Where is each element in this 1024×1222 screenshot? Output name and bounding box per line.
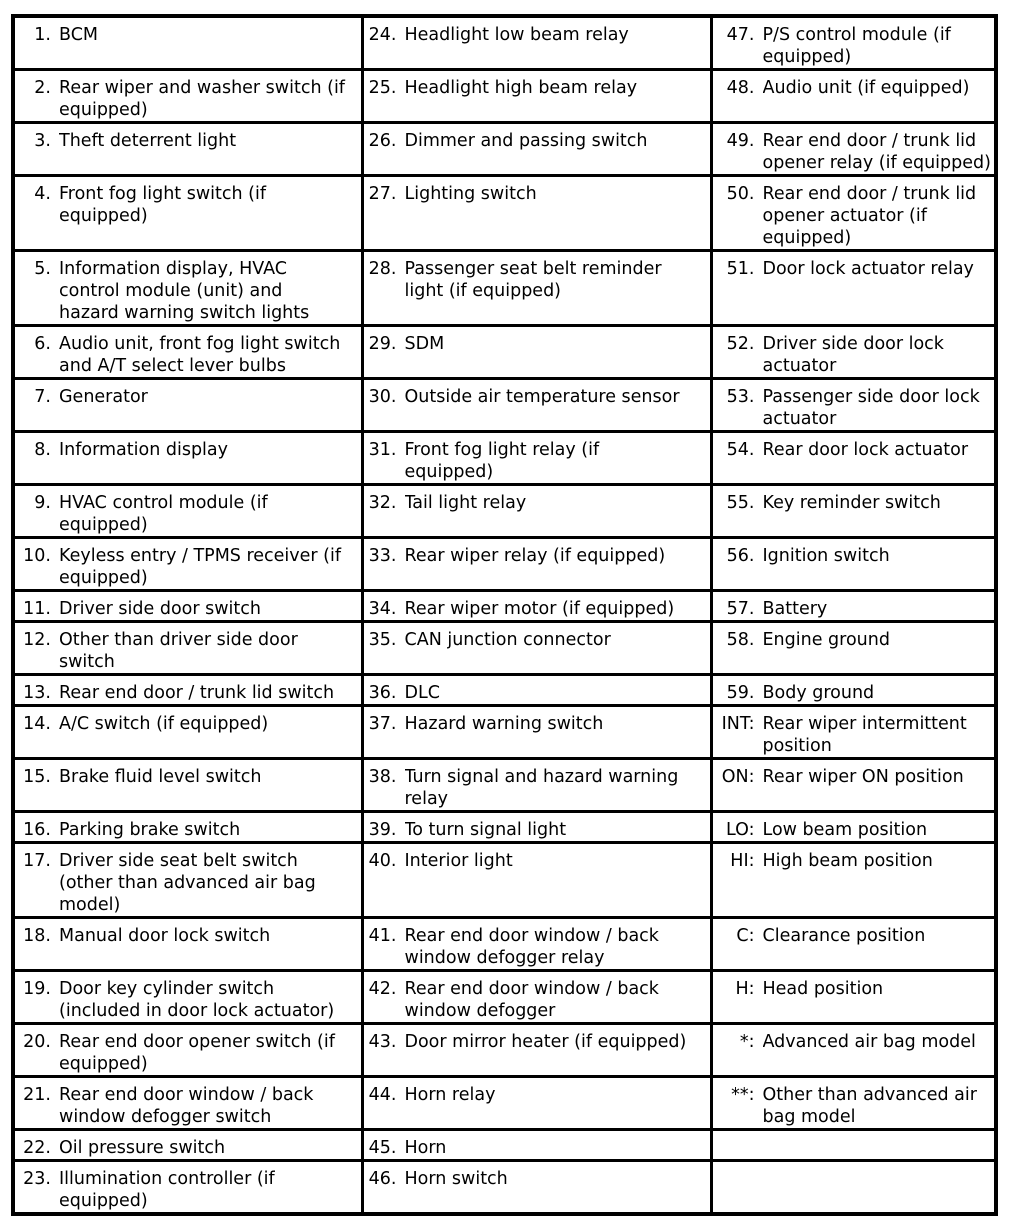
legend-entry bbox=[713, 24, 995, 68]
table-row bbox=[13, 812, 996, 843]
legend-item-text: Generator bbox=[59, 387, 148, 407]
legend-entry bbox=[364, 130, 710, 152]
legend-cell bbox=[13, 1024, 362, 1077]
legend-cell bbox=[362, 675, 711, 706]
legend-item-number: 52. bbox=[726, 334, 755, 354]
legend-cell bbox=[711, 16, 996, 70]
legend-item-number: H: bbox=[735, 979, 755, 999]
legend-cell bbox=[362, 70, 711, 123]
legend-item-number: 21. bbox=[23, 1085, 51, 1105]
legend-item-number: 4. bbox=[34, 184, 51, 204]
legend-item-text: Rear end door window / back window defogger bbox=[404, 979, 659, 1021]
legend-item-number: 24. bbox=[368, 25, 397, 45]
legend-entry bbox=[15, 386, 361, 408]
legend-cell bbox=[13, 759, 362, 812]
legend-entry bbox=[15, 819, 361, 841]
legend-cell bbox=[13, 622, 362, 675]
legend-cell bbox=[13, 971, 362, 1024]
legend-cell bbox=[711, 123, 996, 176]
legend-entry bbox=[364, 682, 710, 704]
legend-cell bbox=[362, 843, 711, 918]
legend-item-text: Low beam position bbox=[762, 820, 928, 840]
legend-entry bbox=[364, 333, 710, 355]
legend-cell bbox=[711, 622, 996, 675]
legend-entry bbox=[15, 682, 361, 704]
table-row bbox=[13, 123, 996, 176]
legend-item-number: 33. bbox=[368, 546, 397, 566]
legend-cell bbox=[362, 1130, 711, 1161]
legend-cell bbox=[362, 485, 711, 538]
legend-entry bbox=[15, 598, 361, 620]
legend-table bbox=[11, 14, 998, 1216]
legend-item-text: Door lock actuator relay bbox=[762, 259, 974, 279]
legend-cell bbox=[711, 70, 996, 123]
legend-cell bbox=[711, 812, 996, 843]
legend-entry bbox=[15, 77, 361, 121]
legend-cell bbox=[362, 379, 711, 432]
legend-item-number: 7. bbox=[34, 387, 51, 407]
legend-cell bbox=[13, 16, 362, 70]
legend-cell bbox=[711, 591, 996, 622]
legend-cell bbox=[711, 706, 996, 759]
legend-cell bbox=[711, 843, 996, 918]
legend-item-number: **: bbox=[731, 1085, 755, 1105]
legend-item-number: 38. bbox=[368, 767, 397, 787]
legend-item-number: 26. bbox=[368, 131, 397, 151]
legend-item-number: 17. bbox=[23, 851, 51, 871]
legend-item-text: Battery bbox=[762, 599, 828, 619]
legend-entry bbox=[15, 1084, 361, 1128]
legend-entry bbox=[364, 1084, 710, 1106]
legend-item-number: 56. bbox=[726, 546, 755, 566]
legend-cell bbox=[362, 1161, 711, 1215]
legend-entry bbox=[15, 1137, 361, 1159]
table-row bbox=[13, 675, 996, 706]
table-row bbox=[13, 918, 996, 971]
legend-item-text: Rear end door window / back window defogger switch bbox=[59, 1085, 314, 1127]
legend-entry bbox=[713, 439, 995, 461]
legend-cell bbox=[711, 759, 996, 812]
legend-cell bbox=[711, 432, 996, 485]
legend-item-number: 3. bbox=[34, 131, 51, 151]
legend-entry bbox=[364, 258, 710, 302]
legend-entry bbox=[364, 386, 710, 408]
legend-cell bbox=[711, 379, 996, 432]
legend-entry bbox=[15, 258, 361, 324]
legend-entry bbox=[713, 925, 995, 947]
legend-item-text: Information display bbox=[59, 440, 229, 460]
table-row bbox=[13, 538, 996, 591]
legend-item-text: Rear wiper motor (if equipped) bbox=[404, 599, 675, 619]
legend-item-number: 49. bbox=[726, 131, 755, 151]
legend-item-number: 51. bbox=[726, 259, 755, 279]
legend-item-text: Advanced air bag model bbox=[762, 1032, 976, 1052]
legend-entry bbox=[364, 629, 710, 651]
legend-entry bbox=[15, 925, 361, 947]
legend-entry bbox=[713, 850, 995, 872]
legend-entry bbox=[713, 713, 995, 757]
legend-item-text: Rear door lock actuator bbox=[762, 440, 969, 460]
legend-item-text: Head position bbox=[762, 979, 884, 999]
legend-item-text: Clearance position bbox=[762, 926, 926, 946]
legend-item-number: 6. bbox=[34, 334, 51, 354]
legend-entry bbox=[15, 492, 361, 536]
table-row bbox=[13, 251, 996, 326]
legend-item-text: To turn signal light bbox=[404, 820, 567, 840]
table-row bbox=[13, 706, 996, 759]
legend-item-text: Manual door lock switch bbox=[59, 926, 271, 946]
legend-cell bbox=[13, 812, 362, 843]
legend-item-number: 31. bbox=[368, 440, 397, 460]
legend-item-text: Interior light bbox=[404, 851, 513, 871]
legend-entry bbox=[364, 439, 710, 483]
legend-item-text: Oil pressure switch bbox=[59, 1138, 226, 1158]
legend-item-text: Key reminder switch bbox=[762, 493, 941, 513]
legend-item-text: Turn signal and hazard warning relay bbox=[404, 767, 679, 809]
legend-item-text: Door key cylinder switch (included in door lock actuator) bbox=[59, 979, 335, 1021]
table-row bbox=[13, 591, 996, 622]
legend-cell bbox=[13, 432, 362, 485]
legend-item-text: Rear end door / trunk lid opener relay (if equipped) bbox=[762, 131, 991, 173]
legend-entry bbox=[713, 629, 995, 651]
legend-item-number: 46. bbox=[368, 1169, 397, 1189]
table-row bbox=[13, 1077, 996, 1130]
legend-cell bbox=[362, 1024, 711, 1077]
legend-entry bbox=[364, 598, 710, 620]
legend-item-text: Theft deterrent light bbox=[59, 131, 237, 151]
table-row bbox=[13, 843, 996, 918]
legend-cell bbox=[13, 1130, 362, 1161]
legend-item-text: Rear wiper relay (if equipped) bbox=[404, 546, 666, 566]
legend-item-text: Tail light relay bbox=[404, 493, 527, 513]
legend-entry bbox=[364, 850, 710, 872]
legend-entry bbox=[713, 77, 995, 99]
legend-item-number: 35. bbox=[368, 630, 397, 650]
legend-entry bbox=[364, 545, 710, 567]
table-row bbox=[13, 16, 996, 70]
legend-item-number: C: bbox=[736, 926, 755, 946]
legend-item-number: 32. bbox=[368, 493, 397, 513]
legend-entry bbox=[15, 1168, 361, 1212]
legend-cell bbox=[711, 971, 996, 1024]
legend-item-number: 9. bbox=[34, 493, 51, 513]
legend-cell bbox=[362, 16, 711, 70]
legend-entry bbox=[713, 386, 995, 430]
legend-item-number: 34. bbox=[368, 599, 397, 619]
legend-entry bbox=[15, 629, 361, 673]
legend-entry bbox=[15, 713, 361, 735]
legend-item-text: Brake fluid level switch bbox=[59, 767, 262, 787]
legend-item-number: 13. bbox=[23, 683, 51, 703]
table-row bbox=[13, 1024, 996, 1077]
table-row bbox=[13, 432, 996, 485]
legend-cell bbox=[711, 326, 996, 379]
legend-item-number: 5. bbox=[34, 259, 51, 279]
legend-item-number: 42. bbox=[368, 979, 397, 999]
legend-item-number: 44. bbox=[368, 1085, 397, 1105]
legend-entry bbox=[713, 1031, 995, 1053]
table-row bbox=[13, 759, 996, 812]
legend-entry bbox=[15, 545, 361, 589]
legend-item-number: 20. bbox=[23, 1032, 51, 1052]
legend-item-number: 22. bbox=[23, 1138, 51, 1158]
legend-item-text: Body ground bbox=[762, 683, 875, 703]
legend-item-number: ON: bbox=[721, 767, 755, 787]
legend-cell bbox=[362, 591, 711, 622]
table-row bbox=[13, 70, 996, 123]
legend-entry bbox=[364, 1031, 710, 1053]
legend-item-text: Rear end door opener switch (if equipped) bbox=[59, 1032, 335, 1074]
legend-entry bbox=[713, 682, 995, 704]
legend-item-number: 25. bbox=[368, 78, 397, 98]
legend-cell bbox=[13, 70, 362, 123]
table-row bbox=[13, 176, 996, 251]
legend-item-number: 48. bbox=[726, 78, 755, 98]
legend-entry bbox=[713, 333, 995, 377]
legend-item-text: Information display, HVAC control module (unit) and hazard warning switch lights bbox=[59, 259, 310, 323]
legend-entry bbox=[15, 333, 361, 377]
legend-entry bbox=[713, 130, 995, 174]
legend-item-text: A/C switch (if equipped) bbox=[59, 714, 269, 734]
legend-cell bbox=[13, 843, 362, 918]
legend-item-text: Horn switch bbox=[404, 1169, 508, 1189]
legend-item-text: Parking brake switch bbox=[59, 820, 241, 840]
legend-entry bbox=[364, 766, 710, 810]
legend-entry bbox=[713, 258, 995, 280]
legend-item-text: Rear wiper and washer switch (if equipped) bbox=[59, 78, 345, 120]
legend-item-text: Dimmer and passing switch bbox=[404, 131, 648, 151]
legend-item-text: HVAC control module (if equipped) bbox=[59, 493, 268, 535]
legend-cell bbox=[711, 675, 996, 706]
legend-entry bbox=[713, 819, 995, 841]
legend-item-number: 23. bbox=[23, 1169, 51, 1189]
legend-cell bbox=[13, 918, 362, 971]
legend-cell bbox=[362, 176, 711, 251]
table-row bbox=[13, 326, 996, 379]
legend-item-number: 45. bbox=[368, 1138, 397, 1158]
legend-entry bbox=[713, 183, 995, 249]
legend-item-number: 57. bbox=[726, 599, 755, 619]
legend-cell bbox=[362, 251, 711, 326]
legend-item-text: Passenger side door lock actuator bbox=[762, 387, 980, 429]
legend-cell bbox=[13, 485, 362, 538]
legend-item-text: P/S control module (if equipped) bbox=[762, 25, 951, 67]
legend-entry bbox=[15, 978, 361, 1022]
legend-item-number: 50. bbox=[726, 184, 755, 204]
legend-cell bbox=[711, 1130, 996, 1161]
legend-item-text: BCM bbox=[59, 25, 99, 45]
legend-cell bbox=[362, 759, 711, 812]
legend-item-number: 2. bbox=[34, 78, 51, 98]
legend-item-text: Keyless entry / TPMS receiver (if equipped) bbox=[59, 546, 342, 588]
legend-item-text: Passenger seat belt reminder light (if equipped) bbox=[404, 259, 662, 301]
legend-entry bbox=[15, 850, 361, 916]
legend-item-number: 16. bbox=[23, 820, 51, 840]
legend-item-text: Headlight high beam relay bbox=[404, 78, 638, 98]
legend-item-number: 30. bbox=[368, 387, 397, 407]
legend-item-number: 47. bbox=[726, 25, 755, 45]
table-row bbox=[13, 622, 996, 675]
legend-item-text: Lighting switch bbox=[404, 184, 537, 204]
legend-item-text: Outside air temperature sensor bbox=[404, 387, 680, 407]
table-row bbox=[13, 971, 996, 1024]
legend-cell bbox=[13, 538, 362, 591]
table-row bbox=[13, 485, 996, 538]
legend-item-text: Rear end door / trunk lid switch bbox=[59, 683, 335, 703]
legend-item-text: Audio unit, front fog light switch and A/T select lever bulbs bbox=[59, 334, 341, 376]
legend-cell bbox=[13, 1077, 362, 1130]
legend-item-number: 37. bbox=[368, 714, 397, 734]
legend-cell bbox=[13, 591, 362, 622]
table-row bbox=[13, 379, 996, 432]
legend-item-number: 8. bbox=[34, 440, 51, 460]
legend-item-text: Rear end door / trunk lid opener actuator (if equipped) bbox=[762, 184, 977, 248]
legend-entry bbox=[364, 492, 710, 514]
legend-cell bbox=[13, 326, 362, 379]
legend-cell bbox=[13, 379, 362, 432]
legend-item-text: DLC bbox=[404, 683, 440, 703]
legend-entry bbox=[364, 77, 710, 99]
legend-cell bbox=[362, 326, 711, 379]
legend-item-number: 29. bbox=[368, 334, 397, 354]
legend-item-text: Rear wiper ON position bbox=[762, 767, 964, 787]
legend-entry bbox=[713, 766, 995, 788]
legend-cell bbox=[711, 918, 996, 971]
legend-table-body bbox=[13, 16, 996, 1214]
legend-item-number: 36. bbox=[368, 683, 397, 703]
legend-cell bbox=[362, 706, 711, 759]
legend-entry bbox=[15, 24, 361, 46]
legend-item-number: 18. bbox=[23, 926, 51, 946]
legend-item-text: Engine ground bbox=[762, 630, 890, 650]
legend-item-number: 28. bbox=[368, 259, 397, 279]
legend-item-text: Front fog light relay (if equipped) bbox=[404, 440, 600, 482]
legend-cell bbox=[13, 1161, 362, 1215]
legend-item-number: 10. bbox=[23, 546, 51, 566]
legend-cell bbox=[13, 251, 362, 326]
legend-item-number: 15. bbox=[23, 767, 51, 787]
legend-cell bbox=[362, 812, 711, 843]
table-row bbox=[13, 1161, 996, 1215]
legend-item-text: High beam position bbox=[762, 851, 933, 871]
legend-cell bbox=[362, 971, 711, 1024]
legend-item-text: Horn bbox=[404, 1138, 447, 1158]
legend-item-text: Hazard warning switch bbox=[404, 714, 604, 734]
legend-cell bbox=[711, 1024, 996, 1077]
legend-item-number: 53. bbox=[726, 387, 755, 407]
legend-item-number: 41. bbox=[368, 926, 397, 946]
legend-entry bbox=[15, 1031, 361, 1075]
legend-item-text: Illumination controller (if equipped) bbox=[59, 1169, 275, 1211]
legend-cell bbox=[13, 675, 362, 706]
legend-item-number: 39. bbox=[368, 820, 397, 840]
legend-item-number: 59. bbox=[726, 683, 755, 703]
legend-item-number: 27. bbox=[368, 184, 397, 204]
legend-entry bbox=[713, 1084, 995, 1128]
legend-entry bbox=[713, 492, 995, 514]
legend-cell bbox=[362, 432, 711, 485]
legend-item-text: Door mirror heater (if equipped) bbox=[404, 1032, 687, 1052]
legend-item-number: 14. bbox=[23, 714, 51, 734]
legend-entry bbox=[15, 439, 361, 461]
legend-entry bbox=[713, 545, 995, 567]
legend-entry bbox=[713, 978, 995, 1000]
legend-cell bbox=[711, 176, 996, 251]
legend-entry bbox=[364, 713, 710, 735]
legend-cell bbox=[362, 918, 711, 971]
legend-item-number: 19. bbox=[23, 979, 51, 999]
legend-item-number: 12. bbox=[23, 630, 51, 650]
legend-cell bbox=[362, 538, 711, 591]
legend-cell bbox=[362, 622, 711, 675]
legend-item-text: Driver side door lock actuator bbox=[762, 334, 944, 376]
legend-entry bbox=[15, 183, 361, 227]
legend-cell bbox=[711, 538, 996, 591]
legend-item-number: 43. bbox=[368, 1032, 397, 1052]
legend-entry bbox=[364, 1168, 710, 1190]
legend-cell bbox=[13, 176, 362, 251]
legend-item-number: 58. bbox=[726, 630, 755, 650]
legend-item-text: Horn relay bbox=[404, 1085, 496, 1105]
legend-cell bbox=[13, 706, 362, 759]
legend-item-number: LO: bbox=[726, 820, 755, 840]
legend-item-text: Ignition switch bbox=[762, 546, 890, 566]
legend-item-text: Other than driver side door switch bbox=[59, 630, 298, 672]
legend-cell bbox=[362, 123, 711, 176]
legend-entry bbox=[364, 183, 710, 205]
table-row bbox=[13, 1130, 996, 1161]
legend-item-text: CAN junction connector bbox=[404, 630, 611, 650]
legend-item-text: Rear wiper intermittent position bbox=[762, 714, 967, 756]
legend-cell bbox=[711, 251, 996, 326]
legend-item-number: *: bbox=[739, 1032, 755, 1052]
legend-item-number: 40. bbox=[368, 851, 397, 871]
legend-entry bbox=[364, 925, 710, 969]
legend-item-text: Other than advanced air bag model bbox=[762, 1085, 977, 1127]
legend-cell bbox=[711, 485, 996, 538]
legend-item-number: HI: bbox=[730, 851, 755, 871]
legend-entry bbox=[364, 819, 710, 841]
legend-item-text: Rear end door window / back window defogger relay bbox=[404, 926, 659, 968]
legend-item-number: 1. bbox=[34, 25, 51, 45]
legend-item-number: INT: bbox=[721, 714, 755, 734]
legend-entry bbox=[364, 978, 710, 1022]
legend-item-number: 55. bbox=[726, 493, 755, 513]
legend-item-text: Driver side seat belt switch (other than advanced air bag model) bbox=[59, 851, 316, 915]
legend-entry bbox=[364, 1137, 710, 1159]
legend-entry bbox=[15, 130, 361, 152]
legend-item-text: Headlight low beam relay bbox=[404, 25, 629, 45]
legend-item-number: 11. bbox=[23, 599, 51, 619]
legend-entry bbox=[713, 598, 995, 620]
legend-item-number: 54. bbox=[726, 440, 755, 460]
legend-item-text: Audio unit (if equipped) bbox=[762, 78, 970, 98]
legend-item-text: Front fog light switch (if equipped) bbox=[59, 184, 266, 226]
legend-item-text: Driver side door switch bbox=[59, 599, 261, 619]
legend-cell bbox=[13, 123, 362, 176]
legend-cell bbox=[711, 1077, 996, 1130]
legend-cell bbox=[711, 1161, 996, 1215]
legend-entry bbox=[364, 24, 710, 46]
legend-item-text: SDM bbox=[404, 334, 445, 354]
legend-cell bbox=[362, 1077, 711, 1130]
legend-entry bbox=[15, 766, 361, 788]
